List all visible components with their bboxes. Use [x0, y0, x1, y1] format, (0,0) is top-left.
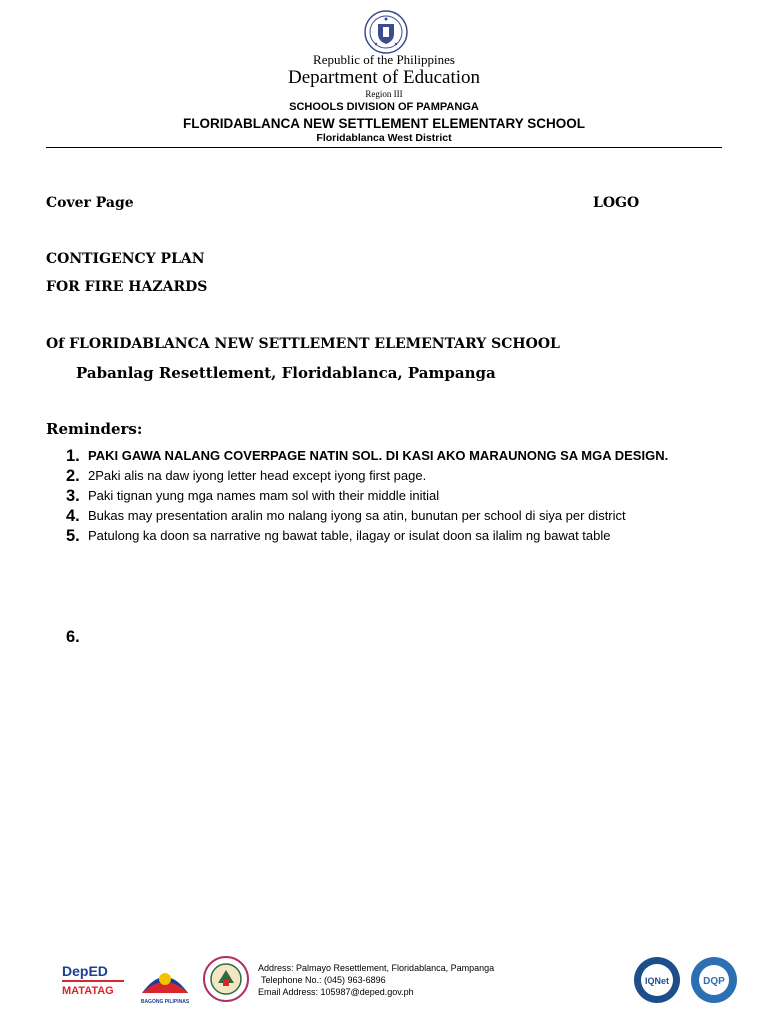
list-item-number: 5.	[66, 527, 80, 545]
list-item	[66, 466, 726, 486]
list-item-text: Patulong ka doon sa narrative ng bawat table, ilagay or isulat doon sa ilalim ng bawat table	[88, 528, 611, 543]
list-item-number: 4.	[66, 507, 80, 525]
list-item	[66, 526, 726, 546]
list-item-text: Bukas may presentation aralin mo nalang iyong sa atin, bunutan per school di siya per district	[88, 508, 626, 523]
header-school: FLORIDABLANCA NEW SETTLEMENT ELEMENTARY SCHOOL	[183, 116, 585, 131]
list-item-text: 2Paki alis na daw iyong letter head except iyong first page.	[88, 468, 427, 483]
reminders-title: Reminders:	[46, 420, 143, 438]
list-item-number: 1.	[66, 447, 80, 465]
footer-address: Address: Palmayo Resettlement, Floridablanca, Pampanga	[258, 963, 495, 973]
deped-matatag-logo	[60, 961, 126, 999]
school-name-line: Of FLORIDABLANCA NEW SETTLEMENT ELEMENTARY SCHOOL	[46, 336, 560, 352]
list-item	[66, 446, 726, 466]
logo-label: LOGO	[593, 195, 640, 211]
deped-seal-logo	[364, 10, 408, 54]
plan-title-line2: FOR FIRE HAZARDS	[46, 279, 208, 295]
header-department: Department of Education	[287, 67, 481, 88]
footer-telephone: Telephone No.: (045) 963-6896	[261, 975, 386, 985]
dqp-certification-logo	[688, 955, 740, 1005]
footer-email: Email Address: 105987@deped.gov.ph	[258, 987, 414, 997]
school-address-line: Pabanlag Resettlement, Floridablanca, Pampanga	[76, 364, 496, 382]
matatag-logo-text: MATATAG	[62, 985, 114, 997]
list-item-text: Paki tignan yung mga names mam sol with their middle initial	[88, 488, 440, 503]
list-item-number: 2.	[66, 467, 80, 485]
bagong-pilipinas-text: BAGONG PILIPINAS	[140, 999, 190, 1005]
list-item	[66, 486, 726, 506]
iqnet-text: IQNet	[644, 976, 670, 986]
header-region: Region III	[365, 89, 403, 99]
deped-logo-text: DepED	[62, 963, 108, 979]
dqp-text: DQP	[703, 976, 725, 987]
reminders-list	[66, 446, 726, 546]
bagong-pilipinas-logo	[136, 957, 194, 1007]
cover-page-label: Cover Page	[46, 195, 134, 211]
school-seal-logo	[203, 956, 249, 1002]
list-item-text: PAKI GAWA NALANG COVERPAGE NATIN SOL. DI KASI AKO MARAUNONG SA MGA DESIGN.	[88, 448, 669, 463]
header-division: SCHOOLS DIVISION OF PAMPANGA	[289, 101, 479, 113]
header-district: Floridablanca West District	[316, 132, 452, 144]
iqnet-certification-logo	[630, 955, 684, 1005]
list-item	[66, 506, 726, 526]
list-item-number-6: 6.	[66, 628, 80, 646]
list-item-number: 3.	[66, 487, 80, 505]
header-divider	[46, 147, 722, 148]
footer-address-block	[258, 962, 494, 998]
header-republic: Republic of the Philippines	[313, 52, 455, 67]
plan-title-line1: CONTIGENCY PLAN	[46, 251, 205, 267]
